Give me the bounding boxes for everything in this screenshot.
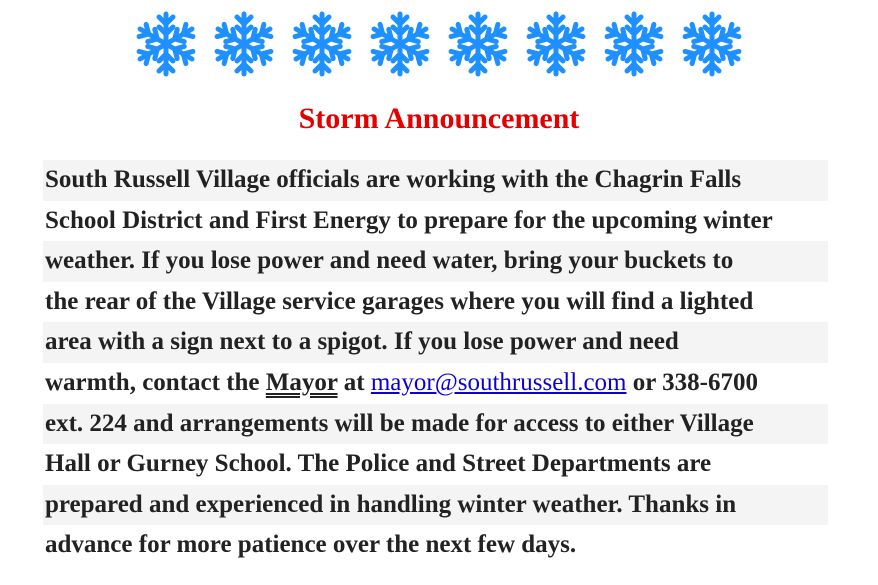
body-line: South Russell Village officials are working with the Chagrin Falls — [43, 160, 828, 201]
snowflake-icon — [679, 8, 745, 80]
body-line: the rear of the Village service garages where you will find a lighted — [45, 287, 754, 315]
announcement-title: Storm Announcement — [298, 102, 580, 135]
snowflake-icon — [445, 8, 511, 80]
mayor-email-link[interactable]: mayor@southrussell.com — [370, 368, 627, 396]
snowflake-icon — [289, 8, 355, 80]
announcement-body — [43, 160, 828, 566]
contact-at-text: at — [337, 368, 371, 396]
snowflake-banner — [133, 8, 745, 80]
body-line: prepared and experienced in handling winter weather. Thanks in — [43, 485, 828, 526]
snowflake-icon — [601, 8, 667, 80]
body-line-contact — [43, 363, 828, 404]
body-line: advance for more patience over the next few days. — [45, 531, 577, 559]
snowflake-icon — [211, 8, 277, 80]
body-line: weather. If you lose power and need water, bring your buckets to — [43, 241, 828, 282]
phone-text: or 338-6700 — [626, 368, 758, 396]
body-line: ext. 224 and arrangements will be made for access to either Village — [43, 404, 828, 445]
snowflake-icon — [523, 8, 589, 80]
body-line: School District and First Energy to prepare for the upcoming winter — [45, 206, 773, 234]
body-line: area with a sign next to a spigot. If you lose power and need — [43, 322, 828, 363]
snowflake-icon — [367, 8, 433, 80]
body-line: Hall or Gurney School. The Police and Street Departments are — [45, 450, 712, 478]
mayor-text: Mayor — [265, 368, 338, 396]
contact-text: warmth, contact the — [45, 368, 266, 396]
snowflake-icon — [133, 8, 199, 80]
